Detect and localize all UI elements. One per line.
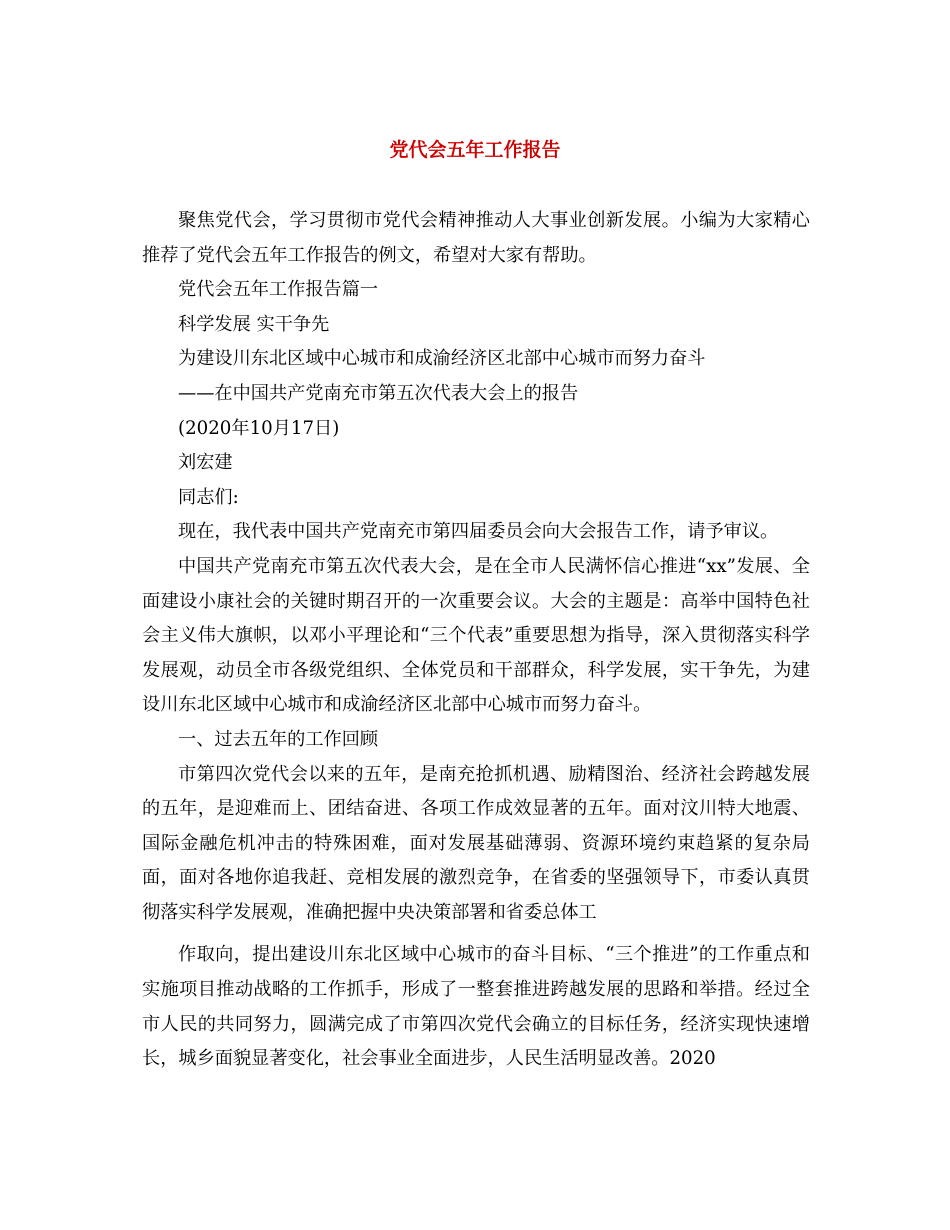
report-author: 刘宏建 xyxy=(178,452,233,474)
section-heading-part-one: 党代会五年工作报告篇一 xyxy=(178,279,379,301)
review-paragraph: 市第四次党代会以来的五年，是南充抢抓机遇、励精图治、经济社会跨越发展的五年，是迎难而上、团结奋进、各项工作成效显著的五年。面对汶川特大地震、国际金融危机冲击的特殊困难，面对发展基础薄弱、资源环境约束趋紧的复杂局面，面对各地你追我赶、竞相发展的激烈竞争，在省委的坚强领导下，市委认真贯彻落实科学发展观，准确把握中央决策部署和省委总体工 xyxy=(142,763,810,923)
report-slogan: 科学发展 实干争先 xyxy=(178,313,330,335)
opening-paragraph: 现在，我代表中国共产党南充市第四届委员会向大会报告工作，请予审议。 xyxy=(178,521,779,543)
salutation: 同志们: xyxy=(178,486,239,508)
report-main-title: 为建设川东北区域中心城市和成渝经济区北部中心城市而努力奋斗 xyxy=(178,348,706,370)
review-continuation-paragraph: 作取向，提出建设川东北区域中心城市的奋斗目标、“三个推进”的工作重点和实施项目推动战略的工作抓手，形成了一整套推进跨越发展的思路和举措。经过全市人民的共同努力，圆满完成了市第四次党代会确立的目标任务，经济实现快速增长，城乡面貌显著变化，社会事业全面进步，人民生活明显改善。2020 xyxy=(142,944,810,1070)
report-date: (2020年10月17日) xyxy=(178,417,340,439)
intro-paragraph: 聚焦党代会，学习贯彻市党代会精神推动人大事业创新发展。小编为大家精心推荐了党代会五年工作报告的例文，希望对大家有帮助。 xyxy=(142,210,810,266)
report-subtitle: ——在中国共产党南充市第五次代表大会上的报告 xyxy=(178,382,579,404)
congress-theme-paragraph: 中国共产党南充市第五次代表大会，是在全市人民满怀信心推进“xx”发展、全面建设小康社会的关键时期召开的一次重要会议。大会的主题是：高举中国特色社会主义伟大旗帜，以邓小平理论和“三个代表”重要思想为指导，深入贯彻落实科学发展观，动员全市各级党组织、全体党员和干部群众，科学发展，实干争先，为建设川东北区域中心城市和成渝经济区北部中心城市而努力奋斗。 xyxy=(142,555,810,716)
document-body xyxy=(142,204,810,1077)
document-title: 党代会五年工作报告 xyxy=(389,139,561,161)
section-heading-review: 一、过去五年的工作回顾 xyxy=(178,728,379,750)
